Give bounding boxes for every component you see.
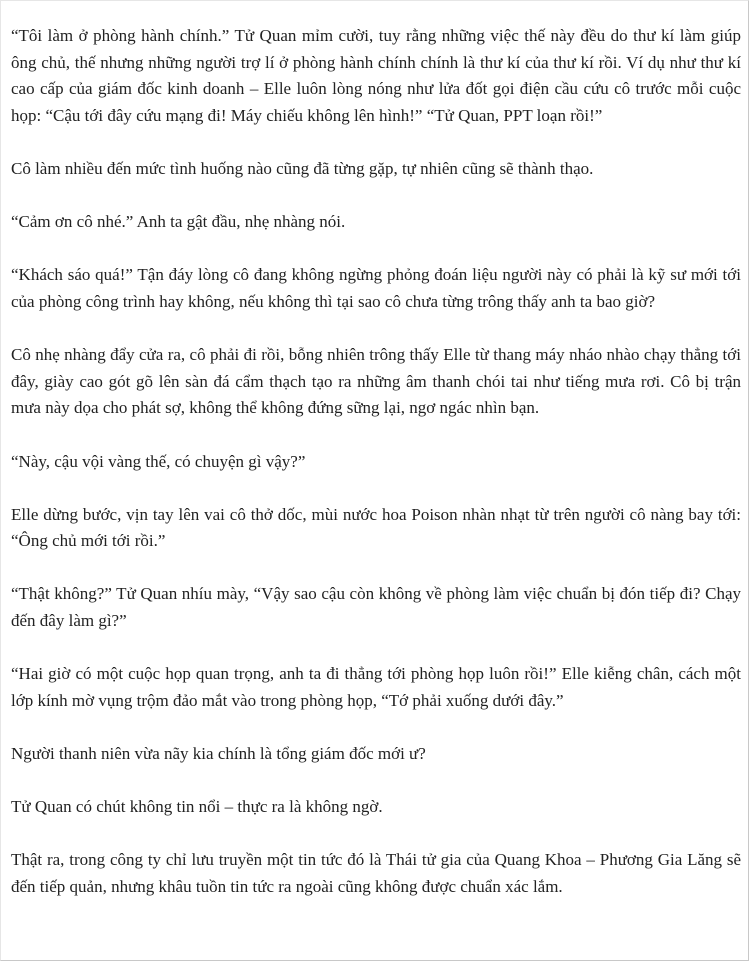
paragraph: Thật ra, trong công ty chỉ lưu truyền một tin tức đó là Thái tử gia của Quang Khoa – Phương Gia Lăng sẽ đến tiếp quản, nhưng khâu tuồn tin tức ra ngoài cũng không được chuẩn xác lắm. [11, 850, 741, 896]
paragraph: Cô làm nhiều đến mức tình huống nào cũng đã từng gặp, tự nhiên cũng sẽ thành thạo. [11, 158, 594, 178]
paragraph: “Tôi làm ở phòng hành chính.” Tử Quan mỉm cười, tuy rằng những việc thế này đều do thư kí làm giúp ông chủ, thế nhưng những người trợ lí ở phòng hành chính chính là thư kí của thư kí rồi. Ví dụ như thư kí cao cấp của giám đốc kinh doanh – Elle luôn lòng nóng như lửa đốt gọi điện cầu cứu cô trước mỗi cuộc họp: “Cậu tới đây cứu mạng đi! Máy chiếu không lên hình!” “Tử Quan, PPT loạn rồi!” [11, 26, 741, 125]
paragraph: “Hai giờ có một cuộc họp quan trọng, anh ta đi thẳng tới phòng họp luôn rồi!” Elle kiễng chân, cách một lớp kính mờ vụng trộm đảo mắt vào trong phòng họp, “Tớ phải xuống dưới đây.” [11, 664, 741, 710]
paragraph: Cô nhẹ nhàng đẩy cửa ra, cô phải đi rồi, bỗng nhiên trông thấy Elle từ thang máy nháo nhào chạy thẳng tới đây, giày cao gót gõ lên sàn đá cẩm thạch tạo ra những âm thanh chói tai như tiếng mưa rơi. Cô bị trận mưa này dọa cho phát sợ, không thể không đứng sững lại, ngơ ngác nhìn bạn. [11, 345, 741, 418]
article-body [11, 23, 741, 927]
paragraph: “Thật không?” Tử Quan nhíu mày, “Vậy sao cậu còn không về phòng làm việc chuẩn bị đón tiếp đi? Chạy đến đây làm gì?” [11, 584, 741, 631]
paragraph: Tử Quan có chút không tin nổi – thực ra là không ngờ. [11, 797, 383, 817]
paragraph: “Cảm ơn cô nhé.” Anh ta gật đầu, nhẹ nhàng nói. [11, 212, 346, 232]
paragraph: “Khách sáo quá!” Tận đáy lòng cô đang không ngừng phỏng đoán liệu người này có phải là kỹ sư mới tới của phòng công trình hay không, nếu không thì tại sao cô chưa từng trông thấy anh ta bao giờ? [11, 265, 741, 311]
paragraph: Elle dừng bước, vịn tay lên vai cô thở dốc, mùi nước hoa Poison nhàn nhạt từ trên người cô nàng bay tới: “Ông chủ mới tới rồi.” [11, 504, 741, 551]
paragraph: Người thanh niên vừa nãy kia chính là tổng giám đốc mới ư? [11, 744, 426, 764]
paragraph: “Này, cậu vội vàng thế, có chuyện gì vậy?” [11, 451, 306, 471]
